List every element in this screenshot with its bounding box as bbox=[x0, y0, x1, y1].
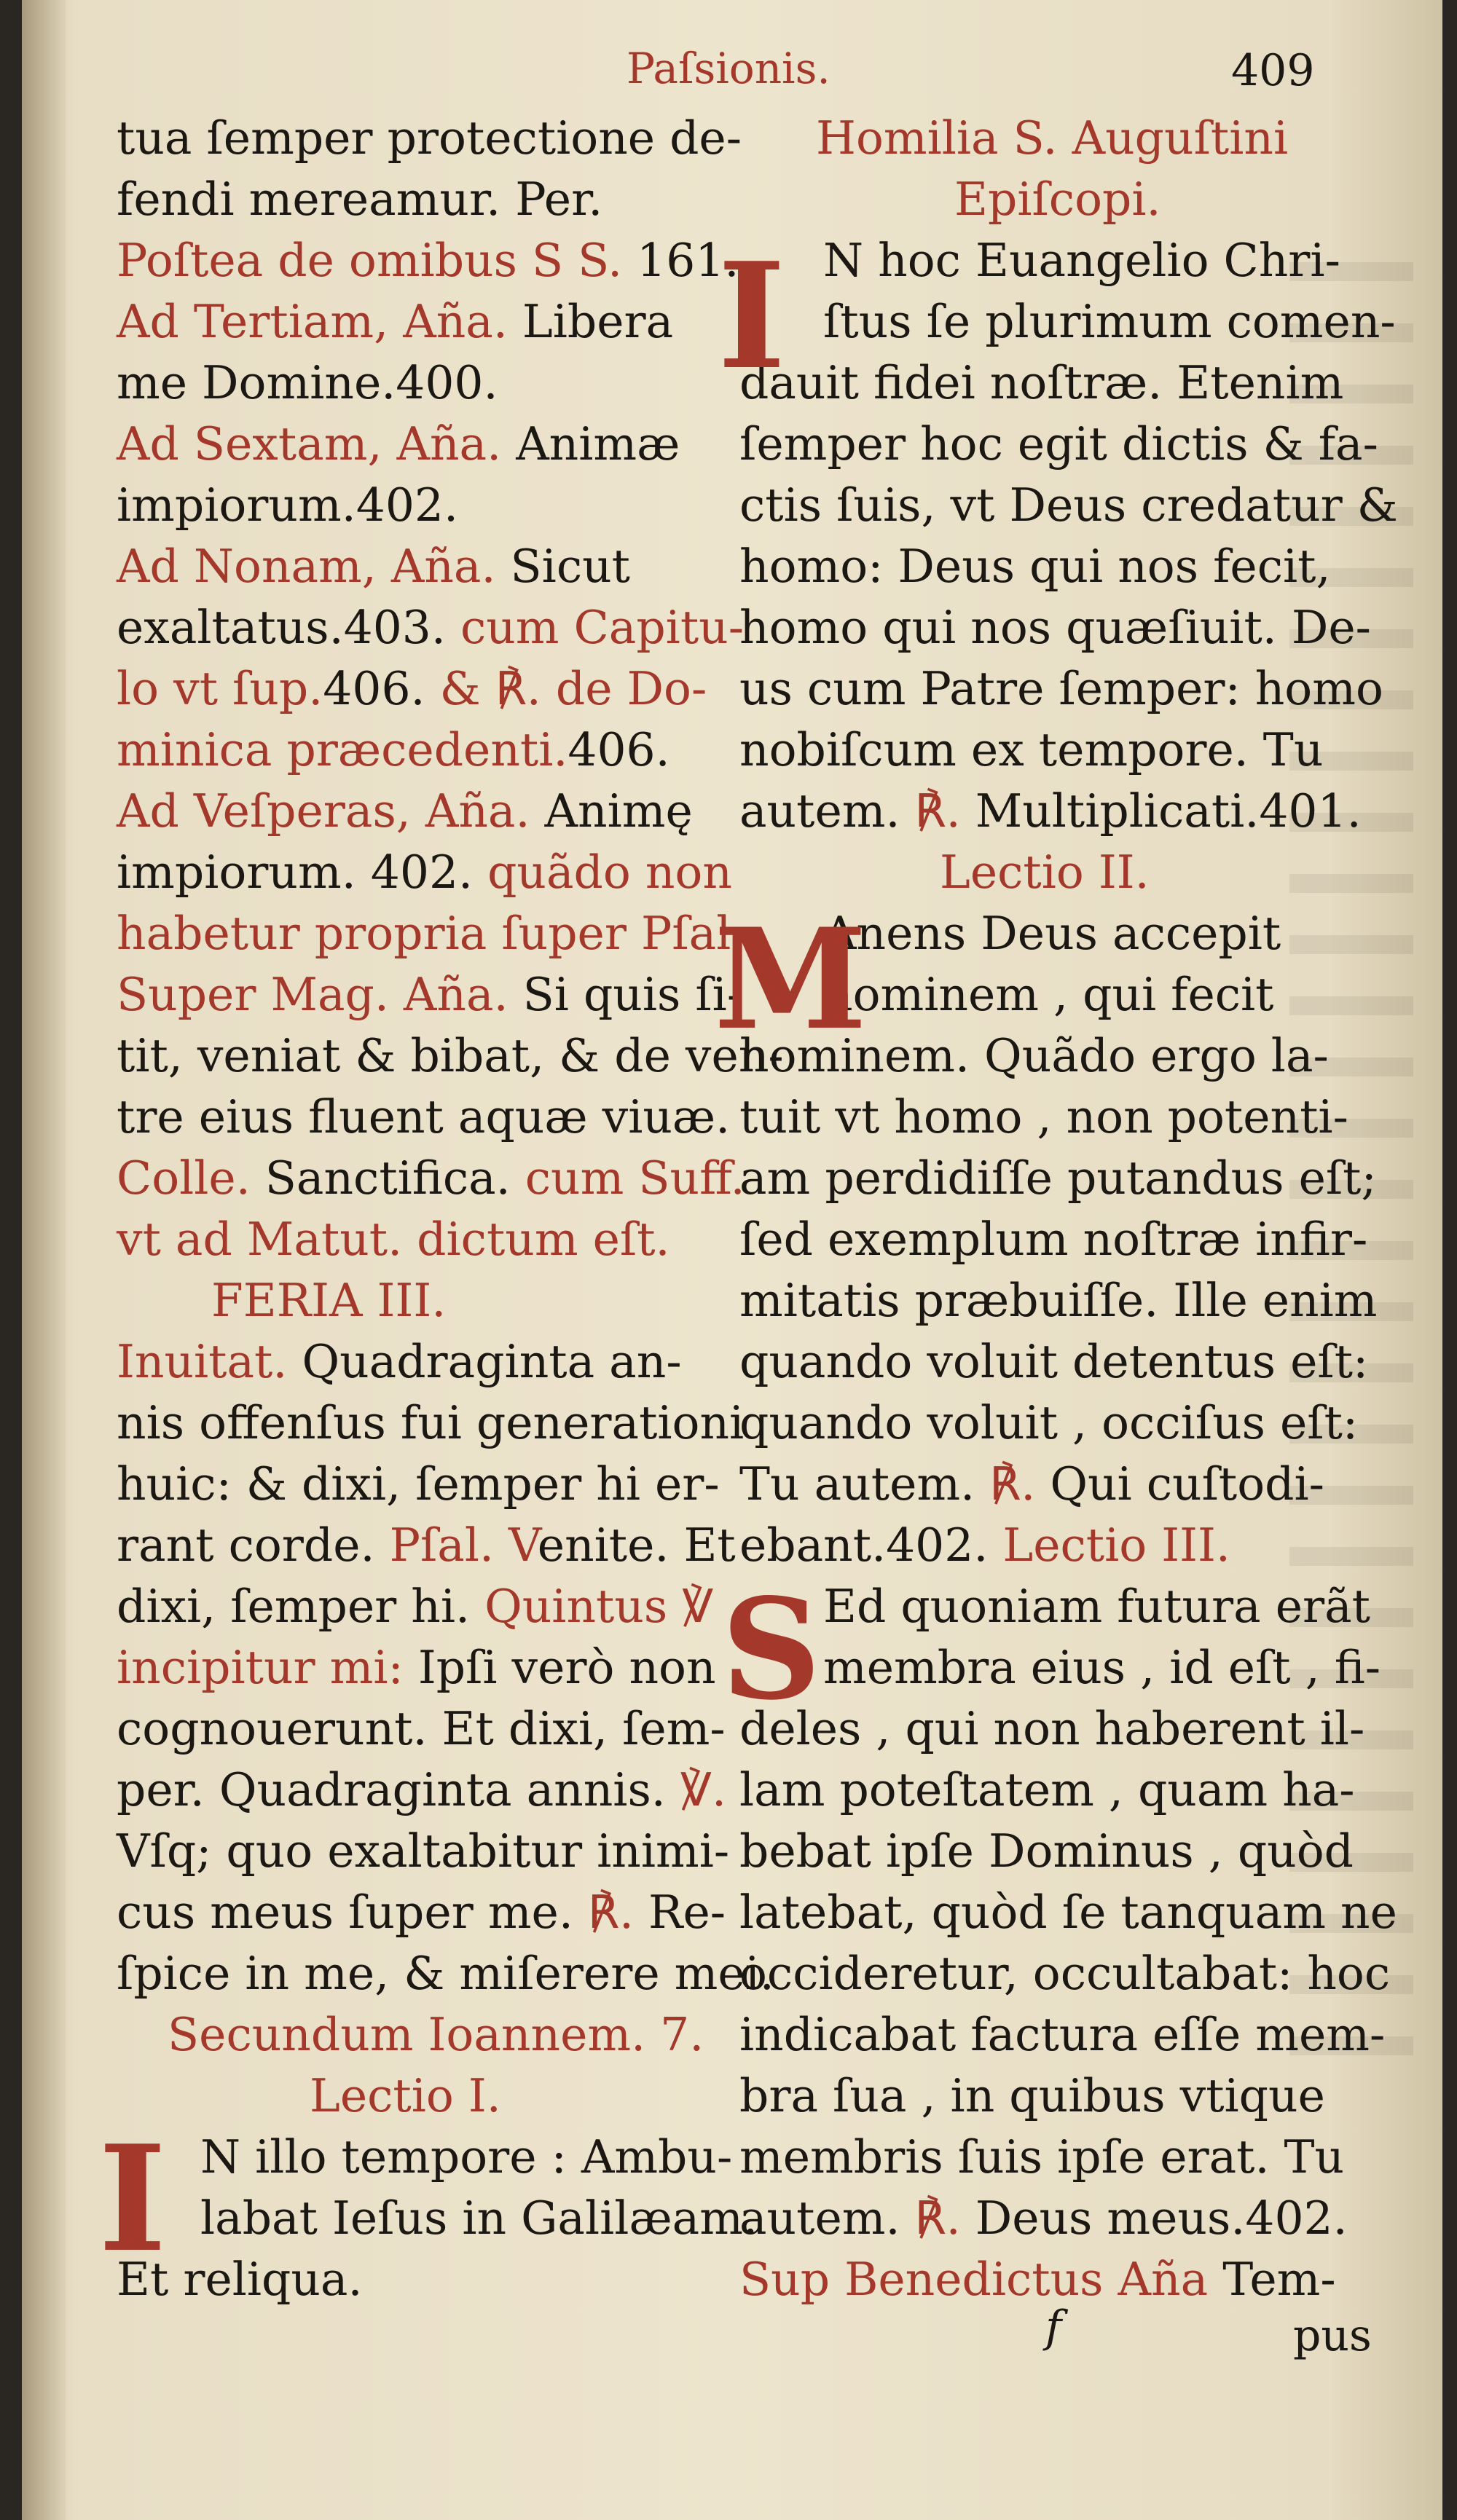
text-line bbox=[739, 2188, 1348, 2249]
text-line bbox=[739, 2004, 1385, 2066]
text-segment: quando voluit detentus eſt: bbox=[739, 1335, 1369, 1388]
text-line bbox=[117, 169, 602, 230]
rubric-segment: cum Capitu- bbox=[460, 601, 744, 654]
text-segment: per. Quadraginta annis. bbox=[117, 1763, 680, 1816]
text-segment: deles , qui non haberent il- bbox=[739, 1702, 1365, 1755]
text-line bbox=[739, 2127, 1344, 2188]
text-segment: tre eius fluent aquæ viuæ. bbox=[117, 1090, 731, 1143]
rubric-segment: ℟. bbox=[914, 784, 975, 838]
text-line bbox=[117, 291, 673, 353]
text-segment: Multiplicati.401. bbox=[975, 784, 1362, 838]
text-line bbox=[117, 1025, 784, 1087]
text-segment: membra eius , id eſt , fi- bbox=[823, 1641, 1381, 1694]
rubric-segment: & ℟. de Do- bbox=[439, 662, 707, 715]
text-line bbox=[823, 230, 1340, 291]
text-line bbox=[117, 903, 745, 964]
text-line bbox=[117, 842, 732, 903]
rubric-segment: Pſal. V bbox=[389, 1519, 538, 1572]
text-line bbox=[739, 597, 1371, 658]
text-line bbox=[739, 781, 1362, 842]
catchword: pus bbox=[1293, 2310, 1372, 2361]
text-segment: Tem- bbox=[1222, 2253, 1336, 2306]
text-line bbox=[117, 1148, 745, 1209]
text-line bbox=[739, 353, 1343, 414]
text-line bbox=[739, 536, 1330, 597]
text-segment: tua ſemper protectione de- bbox=[117, 111, 742, 165]
text-line bbox=[739, 1760, 1355, 1821]
text-line bbox=[954, 169, 1161, 230]
text-segment: impiorum.402. bbox=[117, 479, 459, 532]
text-segment: Animę bbox=[544, 784, 693, 838]
text-segment: mitatis præbuiſſe. Ille enim bbox=[739, 1274, 1378, 1327]
text-segment: labat Ieſus in Galilæam. bbox=[200, 2192, 758, 2245]
text-segment: Et reliqua. bbox=[117, 2253, 363, 2306]
rubric-segment: ℟. bbox=[989, 1457, 1050, 1511]
text-segment: am perdidiſſe putandus eſt; bbox=[739, 1151, 1377, 1205]
text-line bbox=[739, 1698, 1364, 1760]
text-line bbox=[117, 1760, 726, 1821]
text-line bbox=[117, 720, 670, 781]
text-segment: Sanctifica. bbox=[264, 1151, 525, 1205]
text-segment: homo qui nos quæſiuit. De- bbox=[739, 601, 1371, 654]
text-line bbox=[211, 1270, 446, 1331]
text-line bbox=[739, 1943, 1390, 2004]
text-segment: 406. bbox=[323, 662, 440, 715]
rubric-segment: lo vt ſup. bbox=[117, 662, 323, 715]
text-segment: exaltatus.403. bbox=[117, 601, 460, 654]
rubric-segment: quãdo non bbox=[487, 846, 732, 899]
rubric-segment: Homilia S. Auguſtini bbox=[816, 111, 1289, 165]
text-segment: cus meus ſuper me. bbox=[117, 1886, 588, 1939]
rubric-segment: Quintus ℣ bbox=[484, 1580, 714, 1633]
text-segment: Qui cuſtodi- bbox=[1050, 1457, 1324, 1511]
text-segment: occideretur, occultabat: hoc bbox=[739, 1947, 1391, 2000]
rubric-segment: cum Suff. bbox=[525, 1151, 745, 1205]
text-segment: N hoc Euangelio Chri- bbox=[823, 234, 1340, 287]
rubric-segment: Lectio II. bbox=[940, 846, 1150, 899]
text-segment: ſpice in me, & miſerere mei. bbox=[117, 1947, 774, 2000]
rubric-segment: minica præcedenti. bbox=[117, 723, 568, 776]
text-segment: membris ſuis ipſe erat. Tu bbox=[739, 2130, 1345, 2184]
text-line bbox=[823, 1637, 1381, 1698]
rubric-segment: Secundum Ioannem. 7. bbox=[168, 2008, 704, 2061]
text-segment: Vſq; quo exaltabitur inimi- bbox=[117, 1824, 730, 1878]
text-line bbox=[117, 1698, 726, 1760]
text-line bbox=[739, 658, 1383, 720]
text-segment: Sicut bbox=[510, 540, 630, 593]
rubric-segment: Lectio III. bbox=[1002, 1519, 1230, 1572]
text-line bbox=[823, 903, 1281, 964]
text-segment: nis offenſus fui generationi bbox=[117, 1396, 745, 1449]
text-segment: fendi mereamur. Per. bbox=[117, 173, 603, 226]
text-segment: Tu autem. bbox=[739, 1457, 990, 1511]
rubric-segment: Poſtea de omibus S S. bbox=[117, 234, 637, 287]
text-segment: enite. Et bbox=[537, 1519, 736, 1572]
text-segment: Si quis ſi- bbox=[522, 968, 743, 1021]
text-segment: 161. bbox=[637, 234, 739, 287]
text-segment: ſed exemplum noſtræ infir- bbox=[739, 1213, 1368, 1266]
text-segment: impiorum. 402. bbox=[117, 846, 488, 899]
text-line bbox=[739, 1454, 1324, 1515]
rubric-segment: Super Mag. Aña. bbox=[117, 968, 523, 1021]
text-line bbox=[117, 1576, 713, 1637]
text-segment: nobiſcum ex tempore. Tu bbox=[739, 723, 1324, 776]
text-line bbox=[310, 2066, 501, 2127]
text-segment: 406. bbox=[568, 723, 670, 776]
text-line bbox=[168, 2004, 704, 2066]
rubric-segment: vt ad Matut. dictum eſt. bbox=[117, 1213, 670, 1266]
drop-cap-M: M bbox=[714, 898, 868, 1060]
text-segment: lam poteſtatem , quam ha- bbox=[739, 1763, 1355, 1816]
text-line bbox=[117, 536, 630, 597]
text-segment: Anens Deus accepit bbox=[823, 907, 1281, 960]
text-line bbox=[739, 1331, 1368, 1393]
text-line bbox=[117, 1209, 670, 1270]
running-title: Paſsionis. bbox=[627, 44, 830, 93]
rubric-segment: ℣. bbox=[680, 1763, 726, 1816]
text-segment: me Domine.400. bbox=[117, 356, 498, 409]
text-segment: Re- bbox=[648, 1886, 726, 1939]
drop-cap-S: S bbox=[721, 1568, 822, 1730]
text-line bbox=[739, 1515, 1230, 1576]
text-line bbox=[117, 108, 742, 169]
rubric-segment: incipitur mi: bbox=[117, 1641, 418, 1694]
text-line bbox=[739, 475, 1398, 536]
text-segment: cognouerunt. Et dixi, ſem- bbox=[117, 1702, 726, 1755]
text-segment: dauit fidei noſtræ. Etenim bbox=[739, 356, 1344, 409]
text-line bbox=[739, 1209, 1367, 1270]
rubric-segment: ℟. bbox=[587, 1886, 649, 1939]
text-line bbox=[823, 291, 1396, 353]
text-line bbox=[117, 1821, 729, 1882]
text-segment: homo: Deus qui nos fecit, bbox=[739, 540, 1331, 593]
text-segment: indicabat factura eſſe mem- bbox=[739, 2008, 1386, 2061]
rubric-segment: ℟. bbox=[914, 2192, 975, 2245]
text-segment: autem. bbox=[739, 2192, 915, 2245]
text-line bbox=[739, 1270, 1378, 1331]
text-segment: ſtus ſe plurimum comen- bbox=[823, 295, 1396, 348]
text-segment: Quadraginta an- bbox=[302, 1335, 682, 1388]
text-segment: bra ſua , in quibus vtique bbox=[739, 2069, 1325, 2122]
text-segment: hominem , qui fecit bbox=[823, 968, 1274, 1021]
rubric-segment: FERIA III. bbox=[211, 1274, 447, 1327]
text-segment: autem. bbox=[739, 784, 915, 838]
text-segment: Animæ bbox=[516, 417, 680, 470]
text-segment: N illo tempore : Ambu- bbox=[200, 2130, 733, 2184]
text-line bbox=[117, 414, 680, 475]
text-line bbox=[117, 475, 458, 536]
rubric-segment: Sup Benedictus Aña bbox=[739, 2253, 1223, 2306]
drop-cap-I: I bbox=[718, 231, 786, 402]
text-line bbox=[117, 781, 693, 842]
text-line bbox=[117, 1454, 720, 1515]
text-segment: ebant.402. bbox=[739, 1519, 1003, 1572]
text-segment: tit, veniat & bibat, & de ven- bbox=[117, 1029, 784, 1082]
text-line bbox=[117, 1882, 726, 1943]
text-line bbox=[117, 597, 744, 658]
rubric-segment: Epiſcopi. bbox=[954, 173, 1161, 226]
text-line bbox=[117, 1515, 736, 1576]
text-line bbox=[823, 964, 1274, 1025]
rubric-segment: Inuitat. bbox=[117, 1335, 302, 1388]
signature-mark: f bbox=[1045, 2302, 1062, 2352]
rubric-segment: Colle. bbox=[117, 1151, 265, 1205]
text-line bbox=[823, 1576, 1370, 1637]
text-segment: ctis ſuis, vt Deus credatur & bbox=[739, 479, 1398, 532]
text-line bbox=[739, 720, 1323, 781]
text-line bbox=[739, 1087, 1348, 1148]
text-segment: rant corde. bbox=[117, 1519, 390, 1572]
text-line bbox=[739, 2249, 1336, 2310]
text-line bbox=[739, 1821, 1354, 1882]
text-line bbox=[200, 2188, 758, 2249]
text-line bbox=[117, 658, 707, 720]
page-number: 409 bbox=[1231, 45, 1315, 96]
rubric-segment: Ad Sextam, Aña. bbox=[117, 417, 517, 470]
text-segment: huic: & dixi, ſemper hi er- bbox=[117, 1457, 720, 1511]
rubric-segment: Ad Tertiam, Aña. bbox=[117, 295, 522, 348]
binding-gutter bbox=[22, 0, 66, 2520]
text-line bbox=[739, 1148, 1377, 1209]
text-line bbox=[739, 1393, 1358, 1454]
text-segment: tuit vt homo , non potenti- bbox=[739, 1090, 1348, 1143]
rubric-segment: Lectio I. bbox=[310, 2069, 501, 2122]
book-page bbox=[22, 0, 1442, 2520]
text-segment: latebat, quòd ſe tanquam ne bbox=[739, 1886, 1397, 1939]
text-line bbox=[117, 353, 498, 414]
rubric-segment: Ad Nonam, Aña. bbox=[117, 540, 511, 593]
rubric-segment: Ad Veſperas, Aña. bbox=[117, 784, 545, 838]
text-line bbox=[940, 842, 1150, 903]
text-segment: us cum Patre ſemper: homo bbox=[739, 662, 1383, 715]
text-segment: hominem. Quãdo ergo la- bbox=[739, 1029, 1329, 1082]
text-segment: bebat ipſe Dominus , quòd bbox=[739, 1824, 1354, 1878]
text-segment: Ed quoniam futura erãt bbox=[823, 1580, 1370, 1633]
drop-cap-I-left: I bbox=[98, 2114, 167, 2285]
rubric-segment: habetur propria ſuper Pſal. bbox=[117, 907, 746, 960]
text-segment: dixi, ſemper hi. bbox=[117, 1580, 485, 1633]
text-line bbox=[117, 1943, 774, 2004]
text-line bbox=[816, 108, 1288, 169]
text-line bbox=[739, 2066, 1325, 2127]
text-line bbox=[739, 414, 1378, 475]
text-line bbox=[117, 1393, 744, 1454]
text-segment: Libera bbox=[522, 295, 674, 348]
text-segment: quando voluit , occiſus eſt: bbox=[739, 1396, 1359, 1449]
text-line bbox=[117, 1331, 682, 1393]
text-segment: Ipſi verò non bbox=[417, 1641, 716, 1694]
text-segment: ſemper hoc egit dictis & fa- bbox=[739, 417, 1378, 470]
text-segment: Deus meus.402. bbox=[975, 2192, 1348, 2245]
text-line bbox=[117, 1637, 716, 1698]
text-line bbox=[739, 1882, 1397, 1943]
text-line bbox=[117, 1087, 730, 1148]
text-line bbox=[200, 2127, 732, 2188]
text-line bbox=[117, 230, 739, 291]
text-line bbox=[117, 964, 742, 1025]
